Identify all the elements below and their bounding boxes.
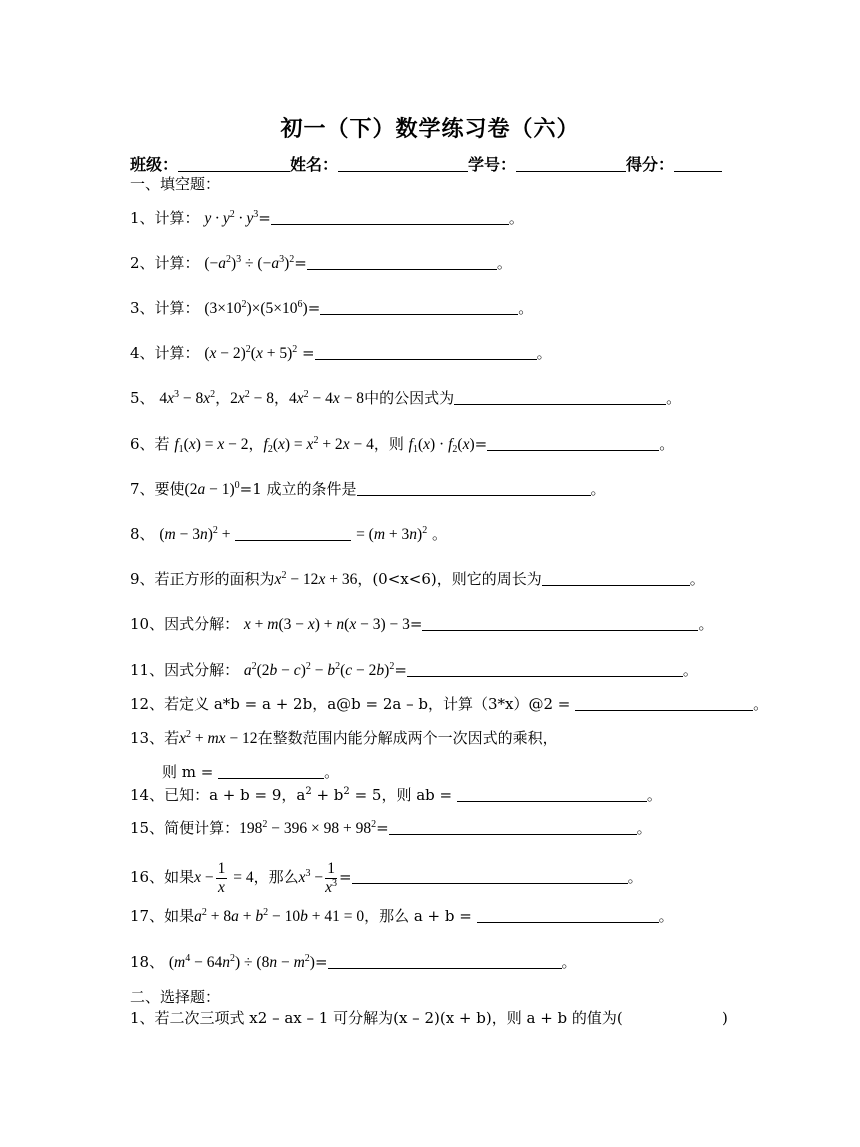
q18-prefix: 18、: [130, 953, 165, 971]
q5-sep2: ，: [274, 389, 290, 407]
q15-equals: =: [376, 819, 389, 837]
q17-prefix: 17、如果: [130, 907, 195, 925]
q3-prefix: 3、计算：: [130, 299, 200, 317]
q14-period: 。: [646, 786, 662, 804]
q9-suffix: ，(0<x<6)，则它的周长为: [357, 570, 542, 588]
q2-expression: $(-a^2)^3 \div (-a^3)^2$: [204, 254, 295, 272]
q15-expression: $198^2 - 396 \times 98 + 98^2$: [239, 819, 377, 837]
q16-mid: ，那么: [253, 868, 299, 887]
name-label: 姓名：: [290, 155, 339, 174]
student-info-row: [130, 152, 722, 175]
q3-expression: $(3\times 10^2)\times(5\times 10^6)$: [204, 299, 308, 317]
q17-period: 。: [658, 907, 674, 925]
q6-f1-definition: $f_1(x) = x - 2$: [174, 436, 249, 455]
q2-answer-blank[interactable]: [307, 255, 497, 270]
question-12: [130, 694, 768, 714]
q10-prefix: 10、因式分解：: [130, 615, 240, 633]
score-field[interactable]: [674, 157, 722, 172]
q13-answer-blank[interactable]: [218, 764, 324, 779]
q10-equals: =: [409, 615, 423, 633]
q6-answer-blank[interactable]: [487, 436, 659, 451]
q3-equals: =: [307, 299, 321, 317]
question-9: [130, 569, 705, 590]
section-choice-title: 二、选择题：: [130, 988, 221, 1006]
q13-prefix: 13、若: [130, 729, 180, 747]
question-3: [130, 298, 533, 319]
name-field[interactable]: [338, 157, 468, 172]
q6-prefix: 6、若: [130, 435, 170, 453]
q18-period: 。: [561, 953, 577, 971]
q8-answer-blank[interactable]: [235, 526, 351, 541]
q12-period: 。: [753, 695, 769, 713]
question-5: [130, 388, 681, 409]
question-17: [130, 906, 674, 927]
question-6: [130, 434, 674, 455]
q16-expression: $x^3$ − $\frac{1}{x^3}$: [298, 860, 338, 896]
score-label: 得分：: [626, 155, 675, 174]
q16-condition: x − $\frac{1}{x}$ = 4: [194, 860, 254, 896]
question-18: [130, 952, 577, 973]
q6-period: 。: [659, 435, 675, 453]
q16-period: 。: [627, 868, 643, 887]
q18-equals: =: [314, 953, 328, 971]
q9-period: 。: [689, 570, 705, 588]
q1-period: 。: [508, 209, 524, 227]
q7-period: 。: [590, 480, 606, 498]
q11-period: 。: [682, 661, 698, 679]
q5-answer-blank[interactable]: [454, 390, 666, 405]
student-id-field[interactable]: [516, 157, 626, 172]
q16-fraction-1: $\frac{1}{x}$: [217, 860, 226, 896]
q18-expression: $(m^4 - 64n^2) \div (8n - m^2)$: [168, 953, 315, 971]
q13-expression: $x^2$ + mx − 12: [179, 729, 258, 747]
q8-right-expression: = $(m + 3n)^2$: [356, 525, 428, 543]
q13-period: 。: [324, 763, 340, 781]
q6-f2-definition: $f_2(x) = x^2 + 2x - 4$: [263, 435, 374, 455]
q17-answer-blank[interactable]: [477, 908, 659, 923]
q8-prefix: 8、: [130, 525, 155, 543]
q15-prefix: 15、简便计算：: [130, 819, 240, 837]
q2-period: 。: [496, 254, 512, 272]
q6-mid: ，则: [373, 435, 404, 453]
q14-text-2: + b: [311, 786, 344, 804]
q4-expression: $(x - 2)^2(x + 5)^2$: [204, 344, 298, 362]
q5-expression-1: $4x^3 - 8x^2$: [159, 389, 216, 407]
q6-product: $f_1(x) \cdot f_2(x)$: [408, 436, 475, 455]
question-4: [130, 343, 552, 364]
q16-prefix: 16、如果: [130, 868, 195, 887]
q16-fraction-2: $\frac{1}{x^3}$: [325, 860, 338, 896]
question-10: [130, 614, 713, 635]
q14-text-3: = 5，则 ab =: [349, 786, 453, 804]
section-fill-title: 一、填空题：: [130, 175, 221, 193]
q5-expression-3: $4x^2 - 4x - 8$: [289, 389, 365, 407]
id-label: 学号：: [468, 155, 517, 174]
q14-text-1: 14、已知：a + b = 9，a: [130, 786, 306, 804]
q16-answer-blank[interactable]: [352, 869, 628, 884]
q7-answer-blank[interactable]: [357, 481, 591, 496]
q4-prefix: 4、计算：: [130, 344, 200, 362]
question-16: [130, 860, 643, 897]
question-15: [130, 818, 652, 839]
q7-prefix: 7、要使: [130, 480, 185, 498]
q4-equals: =: [302, 344, 315, 362]
q11-prefix: 11、因式分解：: [130, 661, 240, 679]
q10-answer-blank[interactable]: [422, 616, 698, 631]
question-2: [130, 253, 512, 274]
c1-close-paren: ): [722, 1009, 728, 1027]
q8-left-expression: $(m - 3n)^2$ +: [159, 525, 231, 543]
q1-expression: $y \cdot y^2 \cdot y^3$: [204, 209, 259, 227]
q7-suffix: =1 成立的条件是: [239, 480, 357, 498]
q14-answer-blank[interactable]: [457, 787, 647, 802]
q5-period: 。: [666, 389, 682, 407]
q15-period: 。: [636, 819, 652, 837]
q3-period: 。: [518, 299, 534, 317]
c1-text: 1、若二次三项式 x2 – ax – 1 可分解为(x – 2)(x + b)，则 a + b 的值为(: [130, 1009, 623, 1027]
q4-period: 。: [536, 344, 552, 362]
q11-expression: $a^2(2b - c)^2 - b^2(c - 2b)^2$: [243, 661, 395, 679]
page-title: 初一（下）数学练习卷（六）: [280, 116, 580, 142]
question-11: [130, 660, 698, 681]
question-1: [130, 208, 524, 229]
question-13-line2: [162, 762, 339, 782]
q2-equals: =: [294, 254, 307, 272]
q5-suffix: 中的公因式为: [364, 389, 455, 407]
q5-prefix: 5、: [130, 389, 155, 407]
q9-prefix: 9、若正方形的面积为: [130, 570, 275, 588]
q13-line2: 则 m =: [162, 763, 214, 781]
q3-answer-blank[interactable]: [320, 300, 518, 315]
q1-answer-blank[interactable]: [271, 210, 509, 225]
q10-period: 。: [698, 615, 714, 633]
q5-expression-2: $2x^2 - 8$: [230, 389, 275, 407]
q17-suffix: ，那么 a + b =: [364, 907, 472, 925]
class-label: 班级：: [130, 155, 179, 174]
q1-equals: =: [258, 209, 271, 227]
question-13: [130, 728, 558, 749]
q10-expression: x + m(3 − x) + n(x − 3) − 3: [243, 616, 410, 633]
q7-expression: $(2a - 1)^0$: [184, 480, 240, 498]
q12-answer-blank[interactable]: [575, 696, 753, 711]
q11-answer-blank[interactable]: [407, 662, 683, 677]
q6-equals: =: [474, 435, 488, 453]
q13-suffix: 在整数范围内能分解成两个一次因式的乘积，: [257, 729, 558, 747]
q2-prefix: 2、计算：: [130, 254, 200, 272]
class-field[interactable]: [178, 157, 290, 172]
question-14: 14、已知：a + b = 9，$a^2 + b^2 = 5$，则 ab = 。: [130, 786, 662, 804]
q9-expression: $x^2 - 12x + 36$: [274, 570, 358, 588]
q17-expression: $a^2 + 8a + b^2 - 10b + 41 = 0$: [194, 907, 365, 925]
q6-sep: ，: [248, 435, 264, 453]
q12-text: 12、若定义 a*b = a + 2b，a@b = 2a – b，计算（3*x）@2 =: [130, 695, 571, 713]
q16-equals: =: [339, 868, 352, 887]
q9-answer-blank[interactable]: [542, 571, 690, 586]
q18-answer-blank[interactable]: [328, 954, 562, 969]
q8-period: 。: [432, 525, 448, 543]
choice-question-1: [130, 1008, 623, 1028]
question-8: [130, 524, 447, 545]
q11-equals: =: [394, 661, 407, 679]
q5-sep1: ，: [215, 389, 231, 407]
q1-prefix: 1、计算：: [130, 209, 200, 227]
q15-answer-blank[interactable]: [389, 820, 637, 835]
q4-answer-blank[interactable]: [315, 345, 537, 360]
question-7: [130, 479, 606, 500]
